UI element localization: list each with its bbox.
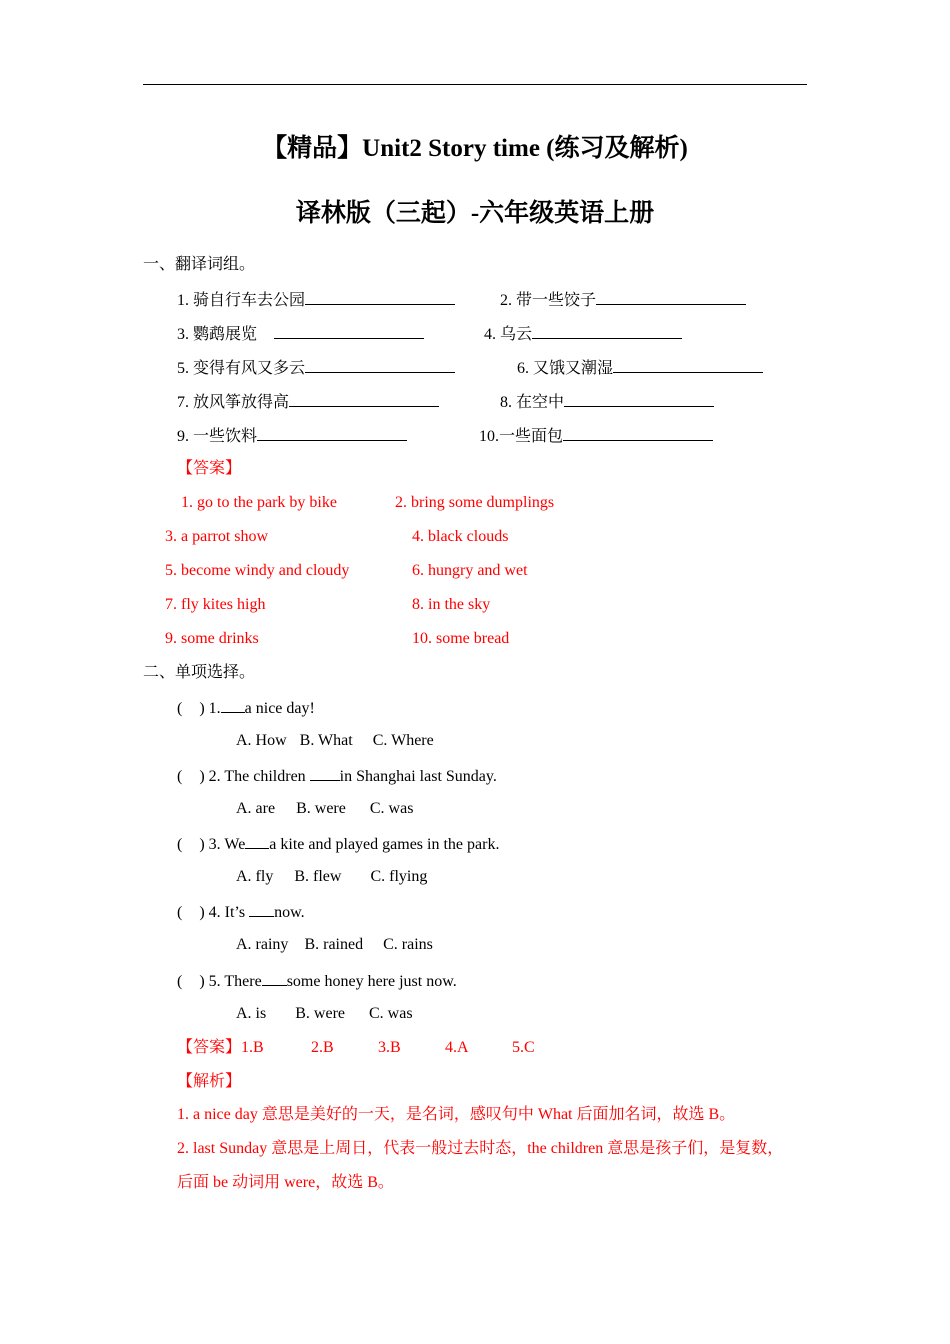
answer-blank xyxy=(310,764,340,781)
page-subtitle: 译林版（三起）-六年级英语上册 xyxy=(295,200,655,227)
answer-blank xyxy=(221,696,245,713)
analysis-text: 后面 be 动词用 were，故选 B。 xyxy=(177,1174,394,1191)
answer-blank xyxy=(289,390,439,407)
translation-item: 1. 骑自行车去公园 xyxy=(177,288,455,312)
answer-item: 2. bring some dumplings xyxy=(395,494,555,511)
question-options: A. is B. were C. was xyxy=(236,1005,413,1022)
question-row: ( ) 5. There some honey here just now. xyxy=(177,969,457,993)
question-options: A. How B. What C. Where xyxy=(236,732,434,749)
header-rule xyxy=(143,84,807,85)
answer-blank xyxy=(532,322,682,339)
analysis-text: 2. last Sunday 意思是上周日，代表一般过去时态，the children 意思是孩子们，是复数， xyxy=(177,1140,784,1157)
analysis-text: 1. a nice day 意思是美好的一天，是名词，感叹句中 What 后面加名词，故选 B。 xyxy=(177,1106,736,1123)
answer-item: 9. some drinks xyxy=(165,630,259,647)
answer-blank xyxy=(305,288,455,305)
question-row: ( ) 4. It’s now. xyxy=(177,900,305,924)
section1-heading: 一、翻译词组。 xyxy=(143,256,256,273)
answer-blank xyxy=(613,356,763,373)
translation-item: 8. 在空中 xyxy=(500,390,714,414)
analysis-label: 【解析】 xyxy=(177,1073,242,1090)
question-row: ( ) 3. We a kite and played games in the park. xyxy=(177,832,499,856)
answer-blank xyxy=(245,832,269,849)
translation-item: 3. 鹦鹉展览 xyxy=(177,322,424,346)
answer-label: 【答案】 xyxy=(177,1039,242,1056)
answer-item: 1. go to the park by bike xyxy=(181,494,337,511)
answer-item: 7. fly kites high xyxy=(165,596,266,613)
answer-label: 【答案】 xyxy=(177,460,242,477)
answer-blank xyxy=(249,900,274,917)
page-title: 【精品】Unit2 Story time (练习及解析) xyxy=(262,135,688,162)
question-options: A. rainy B. rained C. rains xyxy=(236,936,433,953)
answer-blank xyxy=(274,322,424,339)
question-row: ( ) 1. a nice day! xyxy=(177,696,315,720)
answer-blank xyxy=(596,288,746,305)
answer-blank xyxy=(564,390,714,407)
mc-answer: 3.B xyxy=(378,1039,401,1056)
translation-item: 4. 乌云 xyxy=(484,322,682,346)
translation-item: 5. 变得有风又多云 xyxy=(177,356,455,380)
translation-item: 9. 一些饮料 xyxy=(177,424,407,448)
answer-item: 4. black clouds xyxy=(412,528,509,545)
mc-answer: 4.A xyxy=(445,1039,469,1056)
section2-heading: 二、单项选择。 xyxy=(143,664,256,681)
answer-blank xyxy=(305,356,455,373)
answer-item: 10. some bread xyxy=(412,630,510,647)
answer-item: 3. a parrot show xyxy=(165,528,269,545)
mc-answer: 1.B xyxy=(241,1039,264,1056)
answer-blank xyxy=(257,424,407,441)
mc-answer: 5.C xyxy=(512,1039,535,1056)
answer-blank xyxy=(262,969,287,986)
answer-blank xyxy=(563,424,713,441)
translation-item: 7. 放风筝放得高 xyxy=(177,390,439,414)
translation-item: 2. 带一些饺子 xyxy=(500,288,746,312)
translation-item: 10.一些面包 xyxy=(479,424,713,448)
question-row: ( ) 2. The children in Shanghai last Sunday. xyxy=(177,764,497,788)
mc-answer: 2.B xyxy=(311,1039,334,1056)
question-options: A. are B. were C. was xyxy=(236,800,414,817)
mc-answer-line xyxy=(177,1037,264,1059)
question-options: A. fly B. flew C. flying xyxy=(236,868,428,885)
answer-item: 6. hungry and wet xyxy=(412,562,528,579)
answer-item: 5. become windy and cloudy xyxy=(165,562,350,579)
answer-item: 8. in the sky xyxy=(412,596,491,613)
translation-item: 6. 又饿又潮湿 xyxy=(517,356,763,380)
